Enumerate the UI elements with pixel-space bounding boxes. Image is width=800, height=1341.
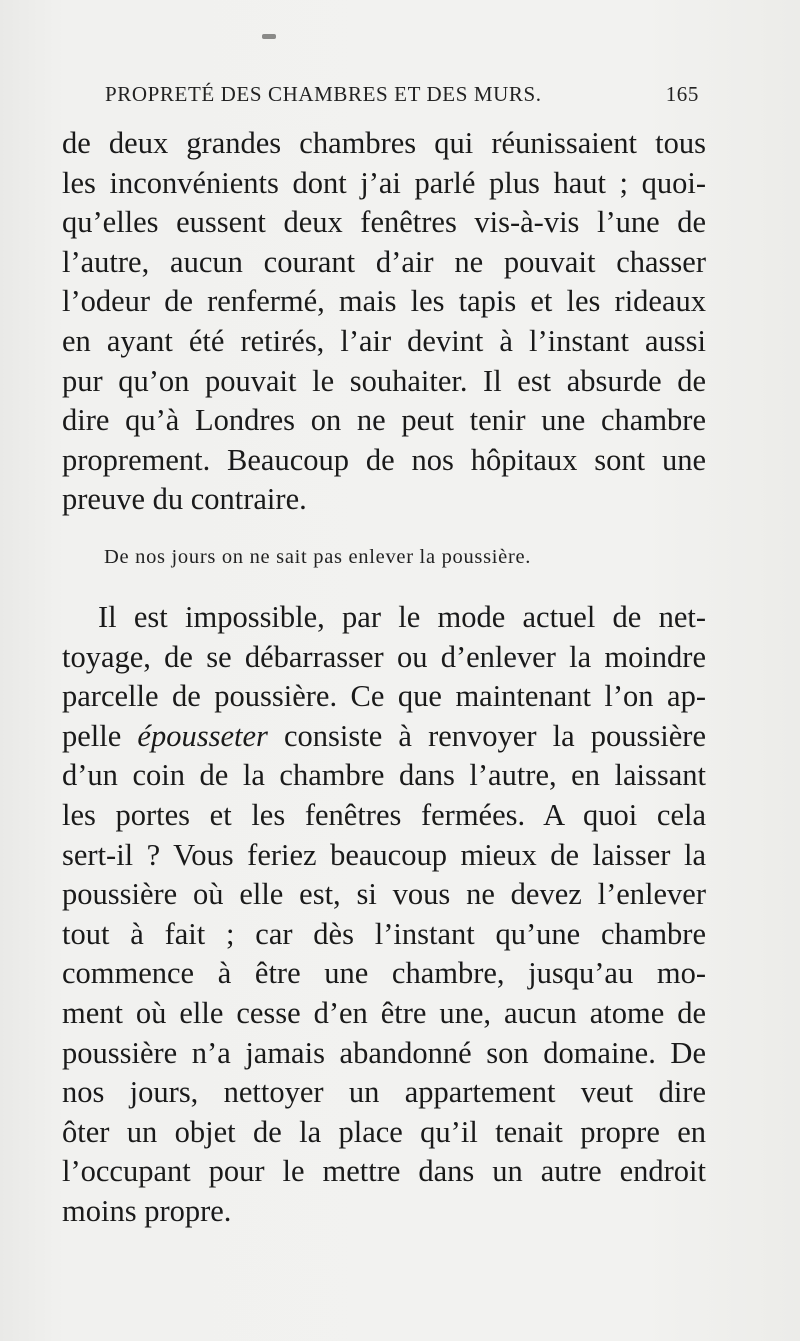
text-line: poussière où elle est, si vous ne devez l’enlever [62,877,706,912]
text-line: poussière n’a jamais abandonné son domaine. De [62,1035,706,1070]
page-number: 165 [665,82,699,106]
text-line: proprement. Beaucoup de nos hôpitaux sont une [62,442,706,477]
text-line: preuve du contraire. [62,482,307,517]
text-line: d’un coin de la chambre dans l’autre, en laissant [62,758,706,793]
text-line: les inconvénients dont j’ai parlé plus haut ; quoi- [62,165,706,200]
text-line: l’odeur de renfermé, mais les tapis et les rideaux [62,284,706,319]
text-line: nos jours, nettoyer un appartement veut dire [62,1075,706,1110]
paragraph-1 [62,124,706,520]
text-fragment: pelle [62,718,138,753]
text-line: ment où elle cesse d’en être une, aucun atome de [62,995,706,1030]
text-line: Il est impossible, par le mode actuel de net- [98,600,706,634]
emphasized-word: épousseter [137,718,268,753]
running-title: PROPRETÉ DES CHAMBRES ET DES MURS. [105,82,542,106]
text-line: sert-il ? Vous feriez beaucoup mieux de laisser la [62,837,706,872]
text-line: ôter un objet de la place qu’il tenait propre en [62,1114,706,1149]
printer-mark [262,34,276,39]
section-subtitle: De nos jours on ne sait pas enlever la poussière. [104,546,532,568]
text-line: dire qu’à Londres on ne peut tenir une chambre [62,403,706,438]
text-line: commence à être une chambre, jusqu’au mo- [62,956,706,991]
text-line-with-emphasis [62,717,706,757]
text-fragment: consiste à renvoyer la poussière [267,718,706,753]
text-line: l’occupant pour le mettre dans un autre endroit [62,1154,706,1189]
text-line: moins propre. [62,1193,232,1228]
text-line: en ayant été retirés, l’air devint à l’instant aussi [62,323,706,358]
paragraph-2 [62,598,706,1232]
text-line: tout à fait ; car dès l’instant qu’une chambre [62,916,706,951]
text-line: toyage, de se débarrasser ou d’enlever la moindre [62,639,706,674]
text-line: parcelle de poussière. Ce que maintenant l’on ap- [62,679,706,714]
running-header [105,82,699,107]
text-line: de deux grandes chambres qui réunissaient tous [62,126,706,160]
text-line: qu’elles eussent deux fenêtres vis-à-vis l’une de [62,205,706,240]
text-line: les portes et les fenêtres fermées. A quoi cela [62,797,706,832]
text-line: pur qu’on pouvait le souhaiter. Il est absurde de [62,363,706,398]
text-line: l’autre, aucun courant d’air ne pouvait chasser [62,244,706,279]
